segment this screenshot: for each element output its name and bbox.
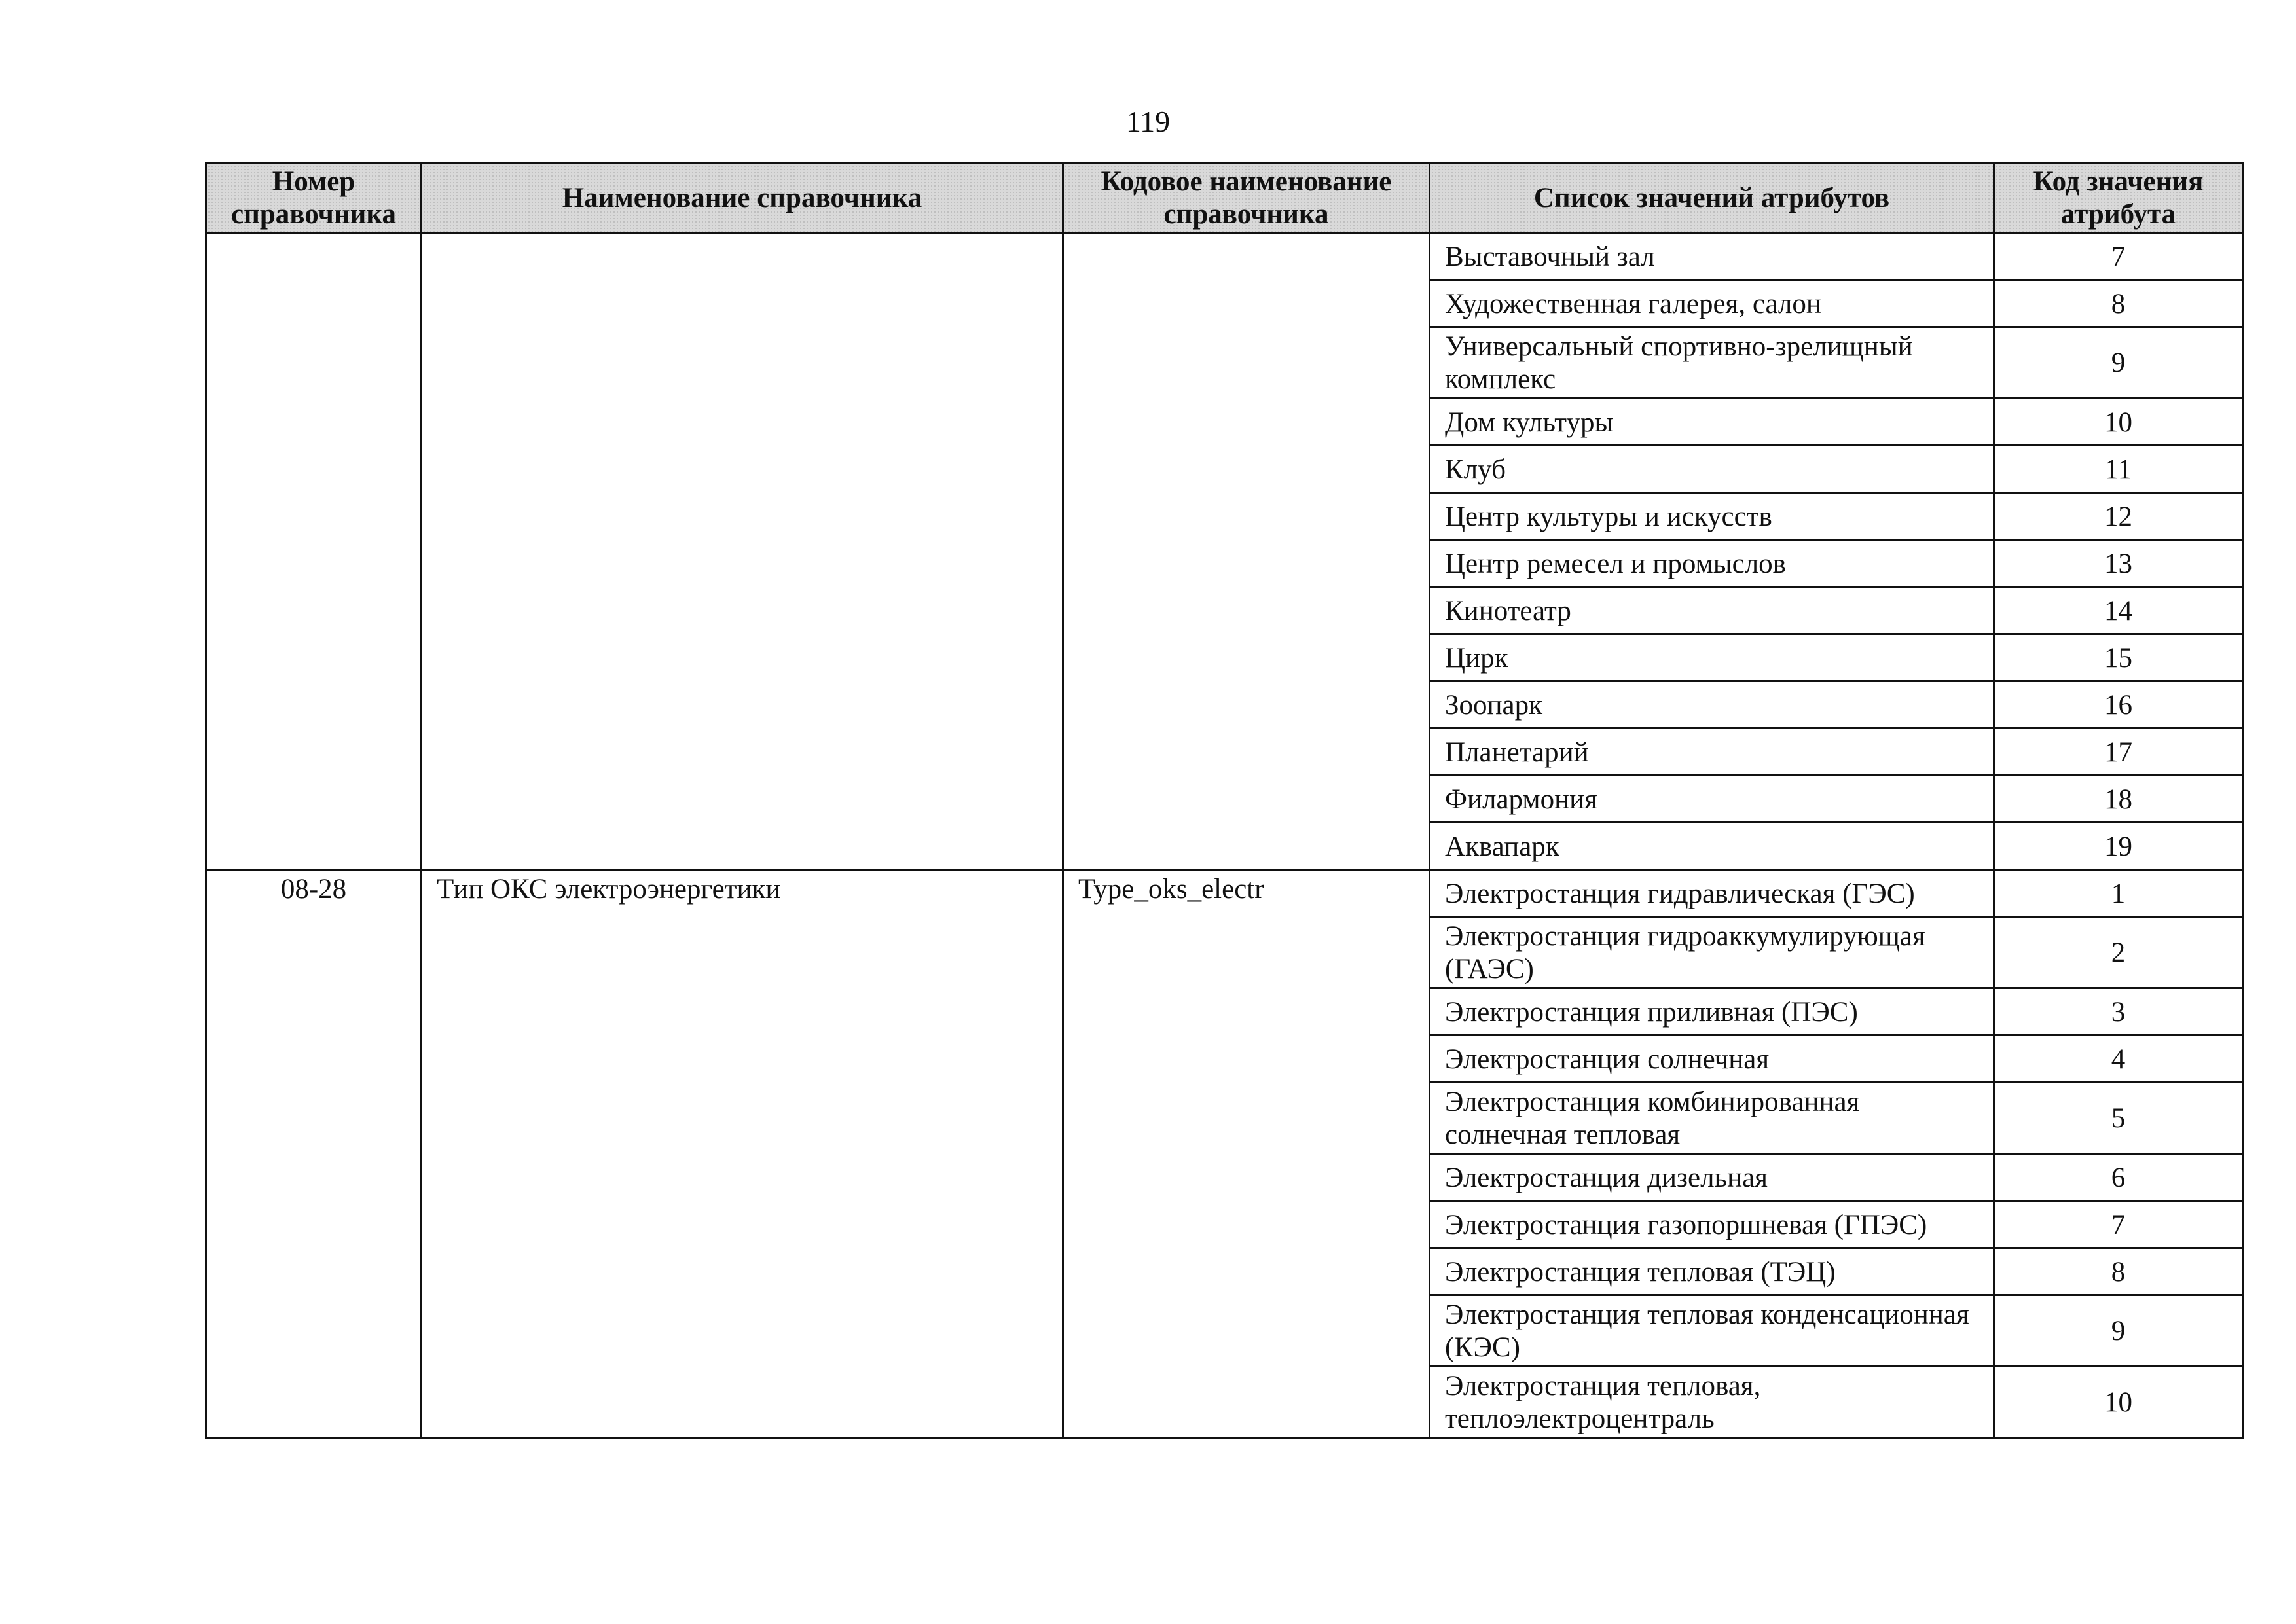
header-code: Код значения атрибута [1994,164,2243,233]
attribute-code: 11 [1994,446,2243,493]
attribute-code: 9 [1994,327,2243,399]
table-row [206,233,2243,280]
attribute-value: Центр культуры и искусств [1430,493,1994,540]
header-name: Наименование справочника [422,164,1063,233]
attribute-value: Электростанция солнечная [1430,1036,1994,1083]
attribute-value: Электростанция тепловая, теплоэлектроцентраль [1430,1367,1994,1438]
table-row [206,870,2243,917]
attribute-code: 14 [1994,587,2243,634]
group2-name: Тип ОКС электроэнергетики [422,870,1063,1438]
group1-code-name [1063,233,1430,870]
attribute-code: 10 [1994,399,2243,446]
attribute-code: 7 [1994,1201,2243,1248]
attribute-value: Дом культуры [1430,399,1994,446]
attribute-value: Электростанция приливная (ПЭС) [1430,988,1994,1036]
attribute-value: Аквапарк [1430,823,1994,870]
attribute-code: 16 [1994,681,2243,729]
group1-number [206,233,422,870]
attribute-code: 5 [1994,1083,2243,1154]
attribute-value: Клуб [1430,446,1994,493]
attribute-value: Цирк [1430,634,1994,681]
attribute-code: 9 [1994,1295,2243,1367]
attribute-value: Универсальный спортивно-зрелищный комплекс [1430,327,1994,399]
attribute-code: 18 [1994,776,2243,823]
attribute-value: Кинотеатр [1430,587,1994,634]
attribute-value: Филармония [1430,776,1994,823]
attribute-code: 2 [1994,917,2243,988]
attribute-code: 4 [1994,1036,2243,1083]
group2-code-name: Type_oks_electr [1063,870,1430,1438]
attribute-code: 10 [1994,1367,2243,1438]
reference-table [205,162,2244,1439]
attribute-value: Электростанция тепловая (ТЭЦ) [1430,1248,1994,1295]
attribute-code: 7 [1994,233,2243,280]
header-values: Список значений атрибутов [1430,164,1994,233]
attribute-code: 19 [1994,823,2243,870]
attribute-code: 8 [1994,1248,2243,1295]
attribute-value: Электростанция комбинированная солнечная тепловая [1430,1083,1994,1154]
attribute-code: 13 [1994,540,2243,587]
attribute-value: Электростанция гидравлическая (ГЭС) [1430,870,1994,917]
attribute-code: 12 [1994,493,2243,540]
attribute-code: 17 [1994,729,2243,776]
page-number: 119 [1125,105,1171,138]
attribute-value: Художественная галерея, салон [1430,280,1994,327]
attribute-value: Выставочный зал [1430,233,1994,280]
attribute-value: Электростанция газопоршневая (ГПЭС) [1430,1201,1994,1248]
attribute-code: 8 [1994,280,2243,327]
attribute-code: 15 [1994,634,2243,681]
attribute-value: Зоопарк [1430,681,1994,729]
group1-name [422,233,1063,870]
group2-number: 08-28 [206,870,422,1438]
attribute-code: 6 [1994,1154,2243,1201]
attribute-value: Электростанция тепловая конденсационная (КЭС) [1430,1295,1994,1367]
header-row [206,164,2243,233]
attribute-value: Планетарий [1430,729,1994,776]
attribute-value: Электростанция гидроаккумулирующая (ГАЭС) [1430,917,1994,988]
attribute-value: Электростанция дизельная [1430,1154,1994,1201]
attribute-value: Центр ремесел и промыслов [1430,540,1994,587]
header-number: Номер справочника [206,164,422,233]
attribute-code: 1 [1994,870,2243,917]
attribute-code: 3 [1994,988,2243,1036]
header-code-name: Кодовое наименование справочника [1063,164,1430,233]
